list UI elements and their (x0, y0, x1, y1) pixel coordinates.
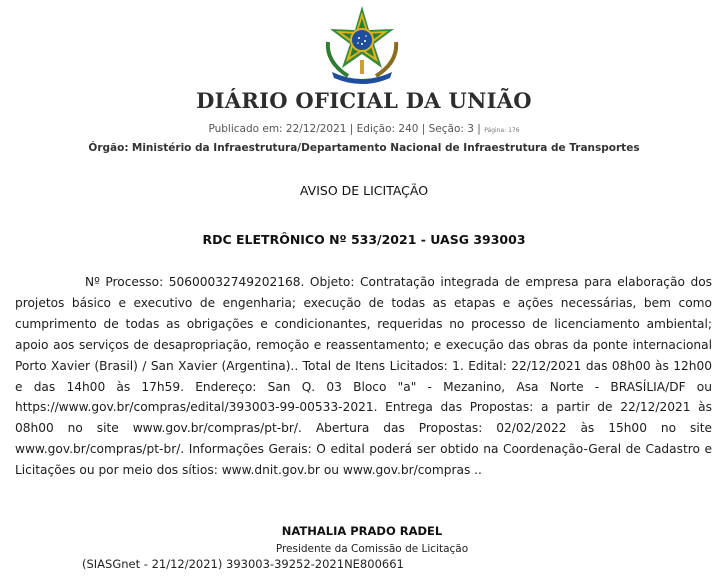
masthead-title: DIÁRIO OFICIAL DA UNIÃO (196, 88, 532, 113)
page-number: Página: 176 (484, 127, 520, 134)
orgao-value: Ministério da Infraestrutura/Departamento Nacional de Infraestrutura de Transportes (131, 142, 640, 154)
signer-name: NATHALIA PRADO RADEL (281, 524, 443, 538)
siasg-reference: (SIASGnet - 21/12/2021) 393003-39252-2021NE800661 (82, 557, 404, 571)
signer-role: Presidente da Comissão de Licitação (275, 543, 469, 555)
notice-heading: AVISO DE LICITAÇÃO (299, 183, 429, 198)
publication-details: Publicado em: 22/12/2021 | Edição: 240 | Seção: 3 | (208, 123, 481, 135)
brazil-coat-of-arms-icon (318, 2, 406, 84)
issuing-organ (0, 142, 728, 154)
orgao-label: Órgão: (88, 142, 129, 154)
publication-info (0, 123, 728, 135)
notice-subheading: RDC ELETRÔNICO Nº 533/2021 - UASG 393003 (202, 232, 526, 247)
notice-body: Nº Processo: 50600032749202168. Objeto: Contratação integrada de empresa para elaboração dos projetos básico e executivo de engenharia; execução de todas as etapas e ações necessárias, bem como cumprimento de todas as obrigações e condicionantes, requeridas no processo de licenciamento ambiental; apoio aos serviços de desapropriação, remoção e reassentamento; e execução das obras da ponte internacional Porto Xavier (Brasil) / San Xavier (Argentina).. Total de Itens Licitados: 1. Edital: 22/12/2021 das 08h00 às 12h00 e das 14h00 às 17h59. Endereço: San Q. 03 Bloco "a" - Mezanino, Asa Norte - BRASÍLIA/DF ou https://www.gov.br/compras/edital/393003-99-00533-2021. Entrega das Propostas: a partir de 22/12/2021 às 08h00 no site www.gov.br/compras/pt-br/. Abertura das Propostas: 02/02/2022 às 15h00 no site www.gov.br/compras/pt-br/. Informações Gerais: O edital poderá ser obtido na Coordenação-Geral de Cadastro e Licitações ou por meio dos sítios: www.dnit.gov.br ou www.gov.br/compras .. (15, 275, 712, 478)
